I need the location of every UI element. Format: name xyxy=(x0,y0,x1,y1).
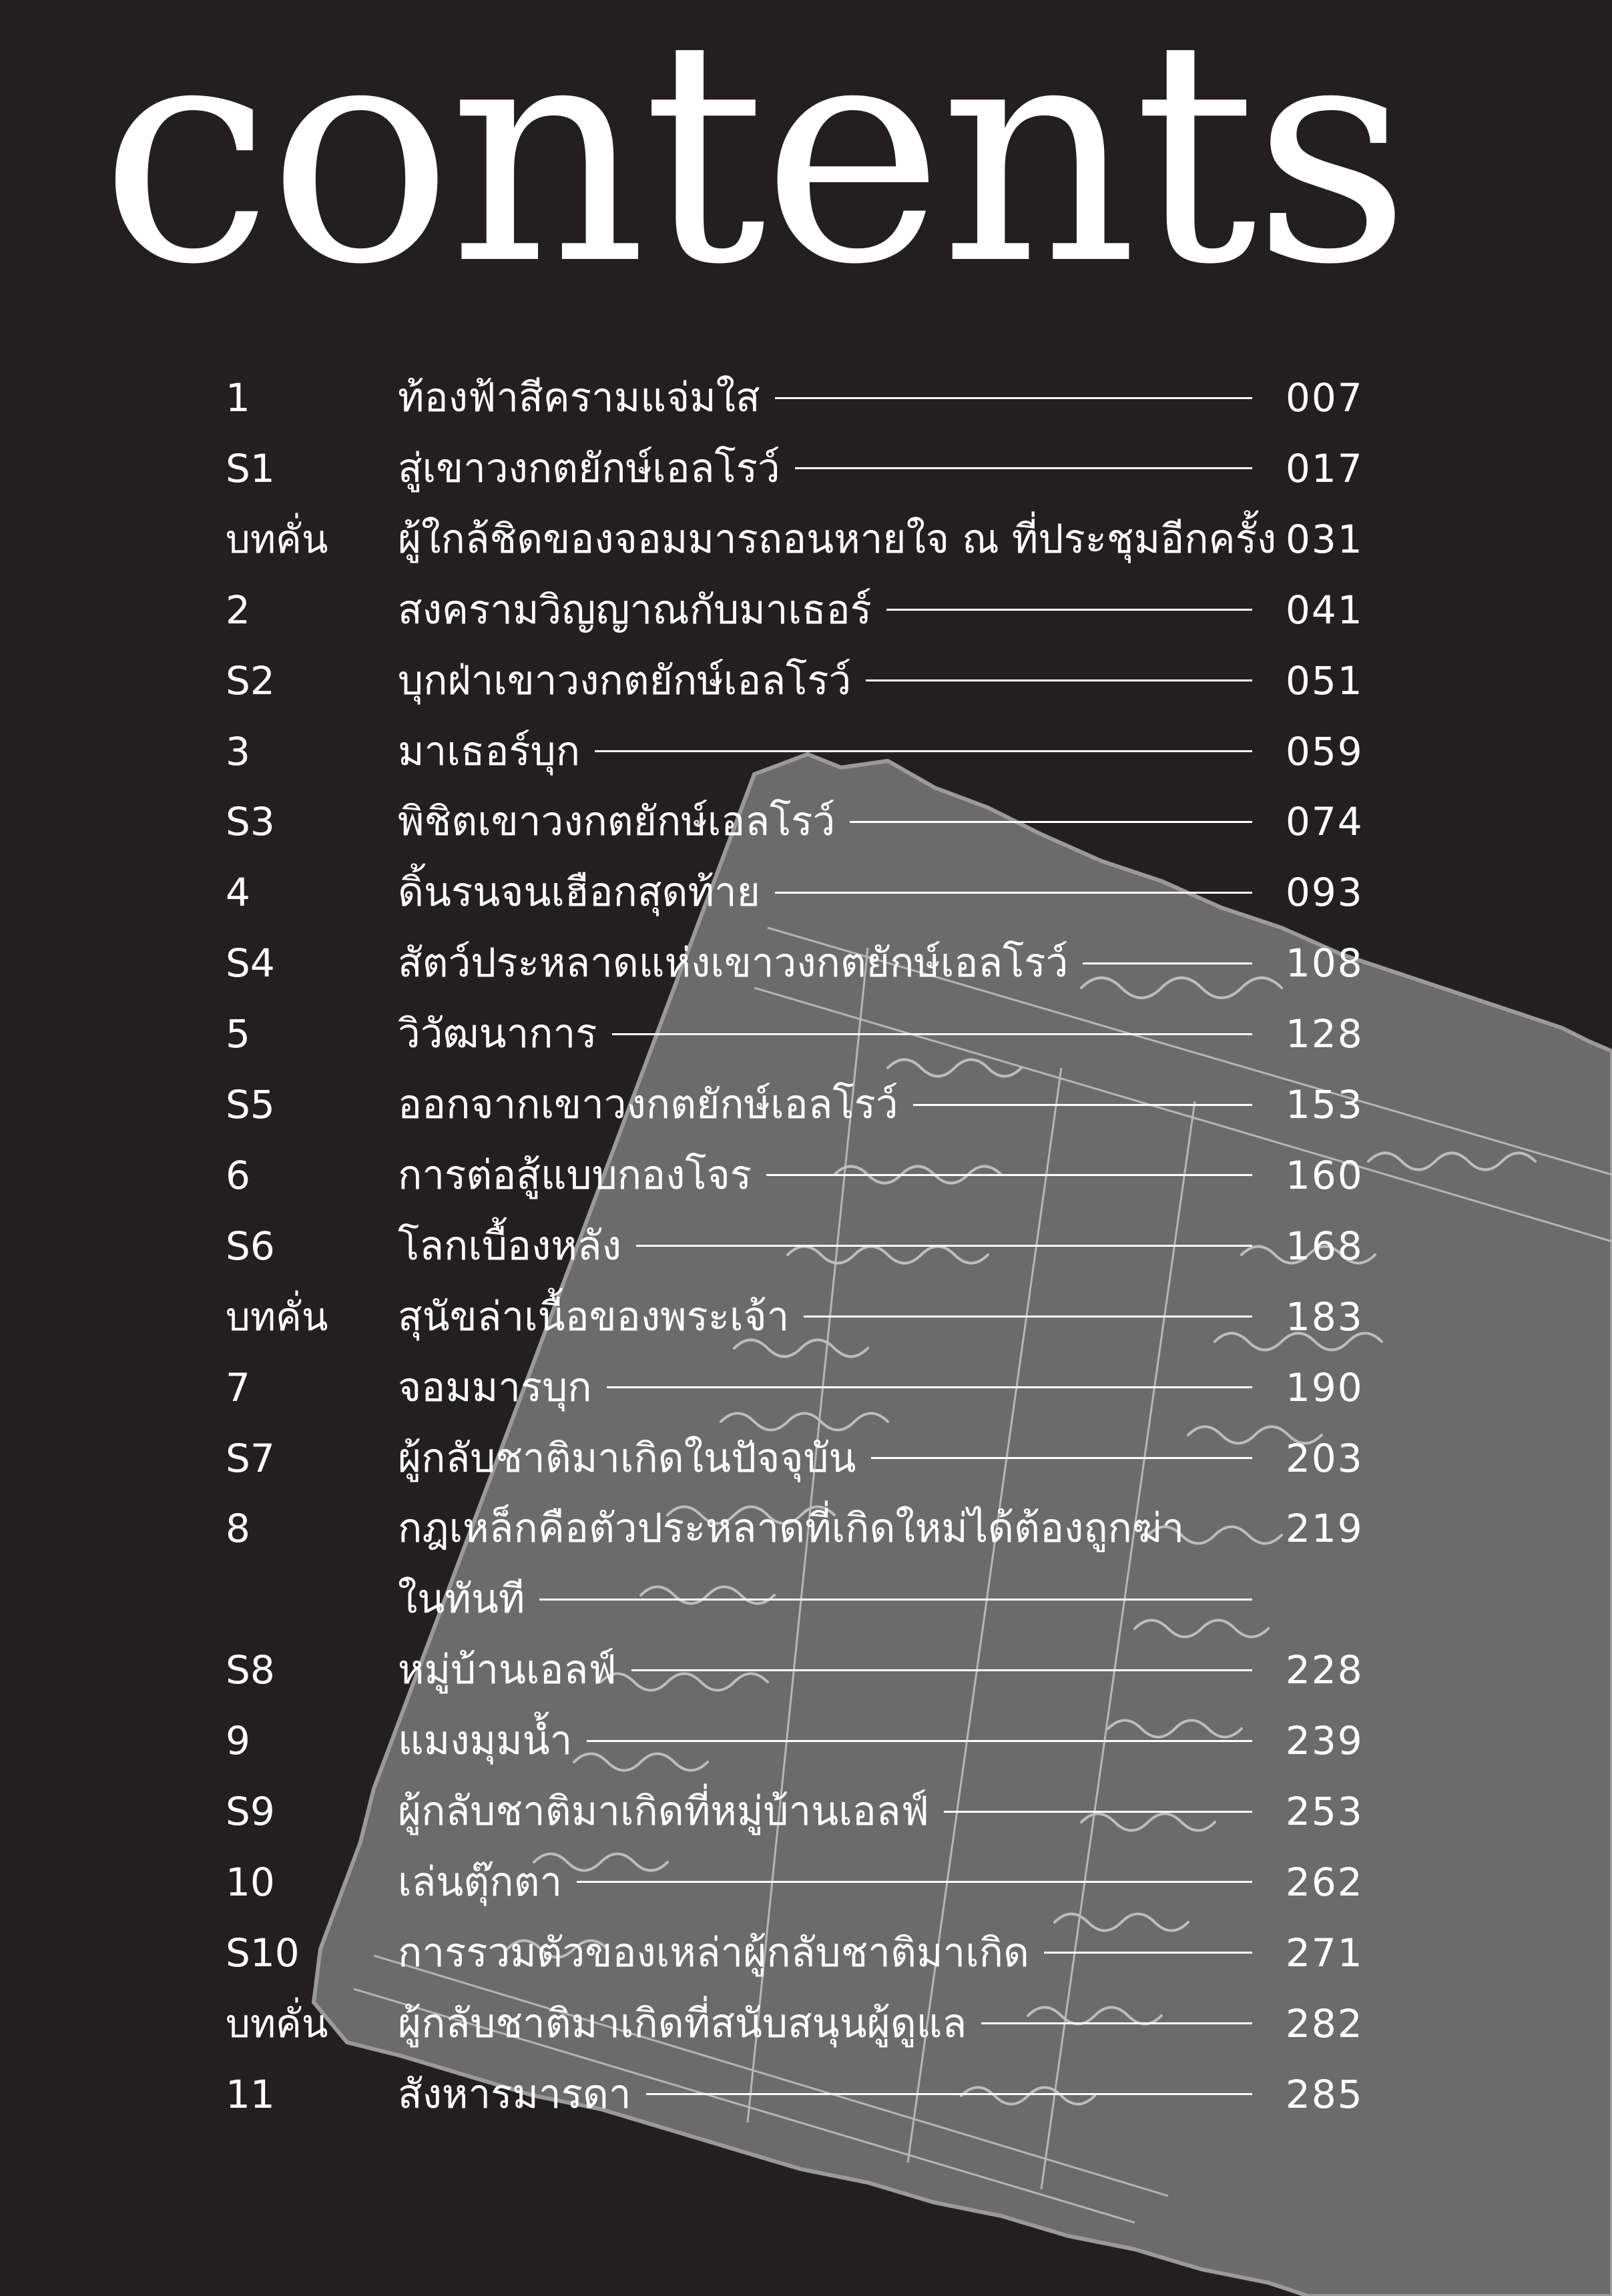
toc-entry xyxy=(0,1211,1612,1281)
chapter-title xyxy=(398,1211,1252,1281)
toc-entry xyxy=(0,716,1612,787)
toc-entry xyxy=(0,857,1612,928)
page-number: 160 xyxy=(1286,1152,1364,1198)
chapter-title-text: แมงมุมน้ำ xyxy=(398,1717,573,1765)
toc-entry xyxy=(0,1564,1612,1635)
chapter-title-text: ผู้กลับชาติมาเกิดที่สนับสนุนผู้ดูแล xyxy=(398,2000,967,2047)
page-number: 282 xyxy=(1286,2000,1364,2046)
chapter-number: 1 xyxy=(226,375,250,420)
page-number: 059 xyxy=(1286,728,1364,774)
dot-leader-line xyxy=(1083,962,1252,964)
page-number: 183 xyxy=(1286,1294,1364,1340)
chapter-title-text: ท้องฟ้าสีครามแจ่มใส xyxy=(398,374,760,421)
chapter-number: S3 xyxy=(226,799,275,845)
toc-entry xyxy=(0,1069,1612,1140)
dot-leader-line xyxy=(944,1811,1252,1813)
chapter-title-text: มาเธอร์บุก xyxy=(398,728,581,775)
chapter-number: S6 xyxy=(226,1223,275,1269)
page-number: 153 xyxy=(1286,1082,1364,1127)
page-number: 271 xyxy=(1286,1930,1364,1976)
toc-entry xyxy=(0,362,1612,433)
chapter-title xyxy=(398,1493,1252,1564)
toc-entry xyxy=(0,1705,1612,1776)
chapter-number: 8 xyxy=(226,1506,250,1552)
chapter-title xyxy=(398,716,1252,787)
chapter-number: บทคั่น xyxy=(226,2000,328,2046)
chapter-title-text: สังหารมารดา xyxy=(398,2070,631,2118)
chapter-title-text: ผู้กลับชาติมาเกิดที่หมู่บ้านเอลฟ์ xyxy=(398,1788,929,1835)
chapter-number: 10 xyxy=(226,1859,275,1905)
page-number: 262 xyxy=(1286,1859,1364,1905)
toc-entry xyxy=(0,1352,1612,1423)
chapter-number: S4 xyxy=(226,940,275,986)
toc-entry xyxy=(0,1847,1612,1918)
chapter-title-text: หมู่บ้านเอลฟ์ xyxy=(398,1647,617,1694)
chapter-title-text: พิชิตเขาวงกตยักษ์เอลโรว์ xyxy=(398,798,836,846)
dot-leader-line xyxy=(636,1245,1252,1247)
chapter-title-text: ผู้ใกล้ชิดของจอมมารถอนหายใจ ณ ที่ประชุมอีกครั้ง xyxy=(398,515,1277,563)
chapter-title-text: การรวมตัวของเหล่าผู้กลับชาติมาเกิด xyxy=(398,1929,1029,1976)
chapter-title xyxy=(398,928,1252,998)
toc-entry xyxy=(0,1918,1612,1988)
dot-leader-line xyxy=(886,609,1252,611)
chapter-title-text: ออกจากเขาวงกตยักษ์เอลโรว์ xyxy=(398,1081,898,1128)
chapter-title xyxy=(398,1705,1252,1776)
chapter-title xyxy=(398,575,1252,645)
dot-leader-line xyxy=(795,467,1252,469)
chapter-title xyxy=(398,1564,1252,1635)
page-number: 007 xyxy=(1286,375,1364,420)
chapter-title xyxy=(398,1918,1252,1988)
dot-leader-line xyxy=(646,2093,1252,2095)
page-number: 219 xyxy=(1286,1506,1364,1552)
chapter-title-text: บุกฝ่าเขาวงกตยักษ์เอลโรว์ xyxy=(398,657,852,704)
dot-leader-line xyxy=(607,1386,1252,1388)
chapter-number: 9 xyxy=(226,1718,250,1764)
chapter-title-text: ในทันที xyxy=(398,1576,525,1623)
toc-entry xyxy=(0,998,1612,1069)
page-number: 017 xyxy=(1286,445,1364,491)
dot-leader-line xyxy=(587,1740,1252,1742)
chapter-number: บทคั่น xyxy=(226,516,328,562)
chapter-title-text: สู่เขาวงกตยักษ์เอลโรว์ xyxy=(398,445,780,492)
chapter-number: บทคั่น xyxy=(226,1294,328,1340)
page-number: 128 xyxy=(1286,1011,1364,1057)
dot-leader-line xyxy=(913,1104,1252,1106)
chapter-title xyxy=(398,998,1252,1069)
dot-leader-line xyxy=(871,1457,1252,1459)
chapter-number: S8 xyxy=(226,1647,275,1693)
page-number: 203 xyxy=(1286,1435,1364,1481)
chapter-number: S1 xyxy=(226,445,275,491)
chapter-number: S2 xyxy=(226,657,275,703)
dot-leader-line xyxy=(612,1033,1252,1035)
chapter-number: 2 xyxy=(226,587,250,633)
chapter-title-text: เล่นตุ๊กตา xyxy=(398,1858,563,1906)
chapter-title-text: วิวัฒนาการ xyxy=(398,1011,597,1058)
chapter-title-text: ดิ้นรนจนเฮือกสุดท้าย xyxy=(398,869,760,916)
toc-entry xyxy=(0,1635,1612,1705)
page-number: 031 xyxy=(1286,516,1364,562)
chapter-title-text: ผู้กลับชาติมาเกิดในปัจจุบัน xyxy=(398,1434,856,1482)
chapter-title xyxy=(398,1069,1252,1140)
chapter-title xyxy=(398,504,1277,575)
toc-entry xyxy=(0,1281,1612,1352)
chapter-title xyxy=(398,1635,1252,1705)
dot-leader-line xyxy=(866,679,1252,681)
chapter-number: 3 xyxy=(226,728,250,774)
chapter-title-text: โลกเบื้องหลัง xyxy=(398,1222,621,1269)
chapter-title-text: สุนัขล่าเนื้อของพระเจ้า xyxy=(398,1293,790,1340)
chapter-title xyxy=(398,2059,1252,2130)
toc-entry xyxy=(0,1140,1612,1211)
page-number: 285 xyxy=(1286,2071,1364,2117)
chapter-title xyxy=(398,645,1252,716)
chapter-title-text: กฎเหล็กคือตัวประหลาดที่เกิดใหม่ได้ต้องถูกฆ่า xyxy=(398,1505,1185,1552)
chapter-number: 11 xyxy=(226,2071,275,2117)
chapter-number: 4 xyxy=(226,870,250,916)
dot-leader-line xyxy=(595,750,1252,752)
toc-entry xyxy=(0,2059,1612,2130)
toc-entry xyxy=(0,433,1612,504)
chapter-title-text: สัตว์ประหลาดแห่งเขาวงกตยักษ์เอลโรว์ xyxy=(398,940,1069,987)
page-number: 190 xyxy=(1286,1364,1364,1410)
chapter-number: 6 xyxy=(226,1152,250,1198)
toc-entry xyxy=(0,786,1612,857)
page-title: contents xyxy=(100,0,1407,332)
chapter-number: S5 xyxy=(226,1082,275,1127)
toc-entry xyxy=(0,1493,1612,1564)
dot-leader-line xyxy=(775,892,1252,894)
page-number: 041 xyxy=(1286,587,1364,633)
toc-entry xyxy=(0,1776,1612,1847)
chapter-title xyxy=(398,1352,1252,1423)
chapter-number: 7 xyxy=(226,1364,250,1410)
chapter-title xyxy=(398,857,1252,928)
page-number: 093 xyxy=(1286,870,1364,916)
toc-entry xyxy=(0,575,1612,645)
chapter-title-text: จอมมารบุก xyxy=(398,1364,592,1411)
page-number: 253 xyxy=(1286,1789,1364,1834)
chapter-number: S9 xyxy=(226,1789,275,1834)
page-number: 051 xyxy=(1286,657,1364,703)
page-number: 074 xyxy=(1286,799,1364,845)
page-number: 239 xyxy=(1286,1718,1364,1764)
chapter-title xyxy=(398,1423,1252,1494)
chapter-title xyxy=(398,362,1252,433)
chapter-title-text: สงครามวิญญาณกับมาเธอร์ xyxy=(398,586,872,633)
page-number: 168 xyxy=(1286,1223,1364,1269)
chapter-title xyxy=(398,786,1252,857)
chapter-title xyxy=(398,1281,1252,1352)
page-number: 228 xyxy=(1286,1647,1364,1693)
chapter-title xyxy=(398,1776,1252,1847)
chapter-title-text: การต่อสู้แบบกองโจร xyxy=(398,1151,752,1199)
dot-leader-line xyxy=(850,821,1252,823)
chapter-number: S10 xyxy=(226,1930,300,1976)
chapter-title xyxy=(398,433,1252,504)
dot-leader-line xyxy=(631,1669,1252,1671)
chapter-number: 5 xyxy=(226,1011,250,1057)
chapter-title xyxy=(398,1847,1252,1918)
toc-entry xyxy=(0,504,1612,575)
chapter-title xyxy=(398,1140,1252,1211)
dot-leader-line xyxy=(539,1599,1252,1601)
dot-leader-line xyxy=(1044,1952,1252,1954)
dot-leader-line xyxy=(766,1174,1252,1176)
page-number: 108 xyxy=(1286,940,1364,986)
toc-entry xyxy=(0,645,1612,716)
chapter-number: S7 xyxy=(226,1435,275,1481)
dot-leader-line xyxy=(804,1316,1252,1318)
toc-entry xyxy=(0,1423,1612,1494)
chapter-title xyxy=(398,1988,1252,2059)
toc-entry xyxy=(0,1988,1612,2059)
dot-leader-line xyxy=(981,2022,1252,2024)
dot-leader-line xyxy=(775,397,1252,399)
toc-entry xyxy=(0,928,1612,998)
dot-leader-line xyxy=(577,1881,1252,1883)
